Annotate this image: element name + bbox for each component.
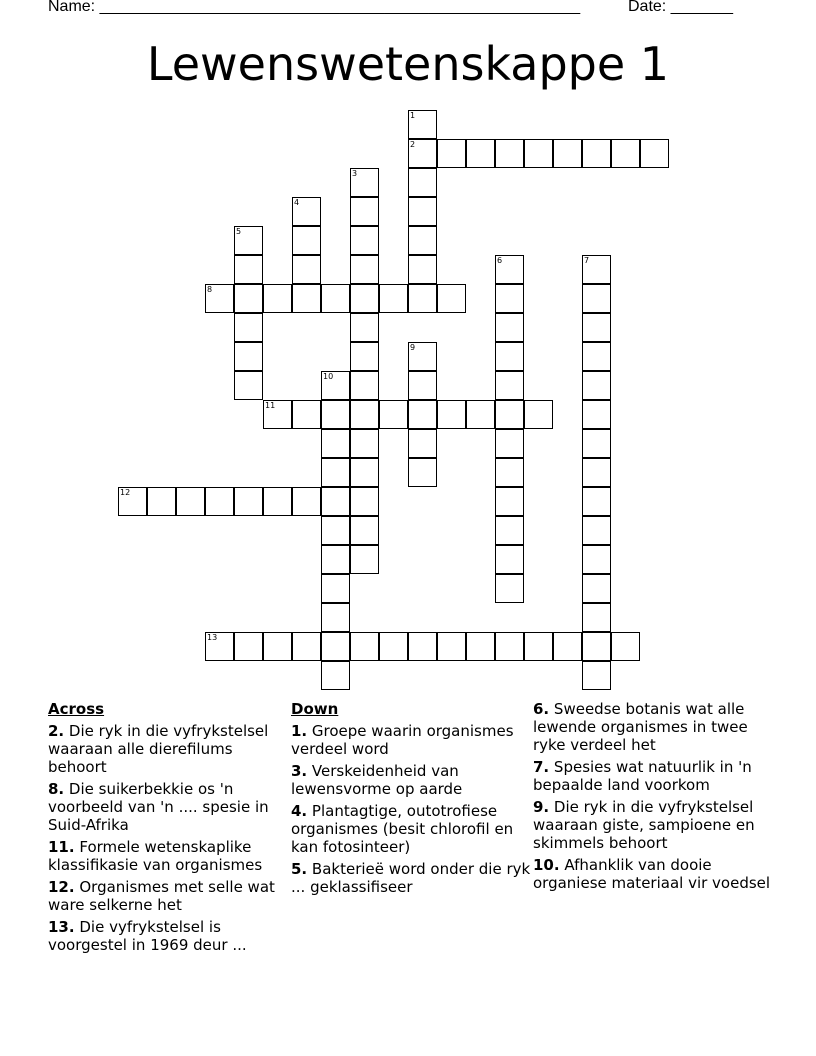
clue-number-label: 4.	[291, 802, 308, 820]
grid-cell[interactable]	[234, 313, 263, 342]
clue-number: 12	[120, 488, 131, 497]
grid-cell[interactable]	[408, 342, 437, 371]
clue-number: 7	[584, 256, 590, 265]
grid-cell[interactable]	[379, 284, 408, 313]
grid-cell[interactable]	[176, 487, 205, 516]
grid-cell[interactable]	[640, 139, 669, 168]
clue-text: Verskeidenheid van lewensvorme op aarde	[291, 762, 463, 798]
grid-cell[interactable]	[408, 197, 437, 226]
clue-number-label: 10.	[533, 856, 560, 874]
grid-cell[interactable]	[292, 632, 321, 661]
grid-cell[interactable]	[582, 603, 611, 632]
clue-number: 4	[294, 198, 300, 207]
clue-number: 9	[410, 343, 416, 352]
grid-cell[interactable]	[234, 632, 263, 661]
grid-cell[interactable]	[582, 139, 611, 168]
across-clue-list	[48, 722, 288, 954]
grid-cell[interactable]	[437, 284, 466, 313]
down-clues-column	[291, 700, 531, 900]
grid-cell[interactable]	[611, 632, 640, 661]
clue-number-label: 11.	[48, 838, 75, 856]
grid-cell[interactable]	[350, 516, 379, 545]
grid-cell[interactable]	[524, 632, 553, 661]
clue-item	[533, 758, 783, 794]
grid-cell[interactable]	[292, 226, 321, 255]
grid-cell[interactable]	[321, 545, 350, 574]
grid-cell[interactable]	[582, 255, 611, 284]
grid-cell[interactable]	[524, 400, 553, 429]
grid-cell[interactable]	[408, 458, 437, 487]
grid-cell[interactable]	[408, 226, 437, 255]
grid-cell[interactable]	[350, 313, 379, 342]
grid-cell[interactable]	[321, 400, 350, 429]
grid-cell[interactable]	[611, 139, 640, 168]
clue-number: 13	[207, 633, 218, 642]
grid-cell[interactable]	[350, 400, 379, 429]
grid-cell[interactable]	[495, 400, 524, 429]
grid-cell[interactable]	[495, 371, 524, 400]
grid-cell[interactable]	[582, 284, 611, 313]
grid-cell[interactable]	[495, 632, 524, 661]
date-field-label: Date: _______	[628, 0, 733, 15]
clue-text: Organismes met selle wat ware selkerne het	[48, 878, 275, 914]
grid-cell[interactable]	[350, 632, 379, 661]
grid-cell[interactable]	[466, 632, 495, 661]
grid-cell[interactable]	[408, 371, 437, 400]
clue-number-label: 9.	[533, 798, 550, 816]
grid-cell[interactable]	[263, 487, 292, 516]
grid-cell[interactable]	[495, 516, 524, 545]
grid-cell[interactable]	[147, 487, 176, 516]
grid-cell[interactable]	[495, 487, 524, 516]
grid-cell[interactable]	[466, 139, 495, 168]
grid-cell[interactable]	[495, 139, 524, 168]
grid-cell[interactable]	[408, 168, 437, 197]
grid-cell[interactable]	[321, 661, 350, 690]
grid-cell[interactable]	[350, 255, 379, 284]
clue-text: Afhanklik van dooie organiese materiaal vir voedsel	[533, 856, 771, 892]
clue-number-label: 8.	[48, 780, 65, 798]
clue-item	[48, 780, 288, 834]
grid-cell[interactable]	[321, 632, 350, 661]
grid-cell[interactable]	[408, 139, 437, 168]
clue-text: Groepe waarin organismes verdeel word	[291, 722, 514, 758]
grid-cell[interactable]	[495, 313, 524, 342]
grid-cell[interactable]	[582, 313, 611, 342]
grid-cell[interactable]	[408, 284, 437, 313]
grid-cell[interactable]	[495, 545, 524, 574]
clue-text: Bakterieë word onder die ryk ... geklassifiseer	[291, 860, 531, 896]
grid-cell[interactable]	[321, 458, 350, 487]
clue-number-label: 12.	[48, 878, 75, 896]
clue-number-label: 2.	[48, 722, 65, 740]
grid-cell[interactable]	[321, 429, 350, 458]
grid-cell[interactable]	[205, 487, 234, 516]
clue-item	[291, 722, 531, 758]
grid-cell[interactable]	[408, 429, 437, 458]
grid-cell[interactable]	[350, 168, 379, 197]
grid-cell[interactable]	[408, 400, 437, 429]
grid-cell[interactable]	[234, 487, 263, 516]
grid-cell[interactable]	[292, 255, 321, 284]
grid-cell[interactable]	[321, 284, 350, 313]
clue-number: 11	[265, 401, 276, 410]
clue-item	[48, 918, 288, 954]
across-clues-column	[48, 700, 288, 958]
down-heading: Down	[291, 700, 339, 718]
clue-number-label: 6.	[533, 700, 550, 718]
name-field-label: Name: ______________________________________________________	[48, 0, 581, 15]
grid-cell[interactable]	[408, 110, 437, 139]
grid-cell[interactable]	[263, 632, 292, 661]
grid-cell[interactable]	[437, 632, 466, 661]
down-clues-continued-column	[533, 700, 783, 896]
grid-cell[interactable]	[263, 284, 292, 313]
grid-cell[interactable]	[234, 284, 263, 313]
grid-cell[interactable]	[524, 139, 553, 168]
clue-text: Formele wetenskaplike klassifikasie van organismes	[48, 838, 263, 874]
grid-cell[interactable]	[292, 197, 321, 226]
grid-cell[interactable]	[408, 632, 437, 661]
clue-number: 6	[497, 256, 503, 265]
grid-cell[interactable]	[582, 371, 611, 400]
grid-cell[interactable]	[292, 284, 321, 313]
clue-item	[48, 722, 288, 776]
grid-cell[interactable]	[553, 139, 582, 168]
grid-cell[interactable]	[321, 603, 350, 632]
clue-item	[533, 798, 783, 852]
grid-cell[interactable]	[437, 400, 466, 429]
clue-number-label: 13.	[48, 918, 75, 936]
grid-cell[interactable]	[582, 458, 611, 487]
clue-item	[291, 762, 531, 798]
grid-cell[interactable]	[495, 255, 524, 284]
clue-text: Sweedse botanis wat alle lewende organismes in twee ryke verdeel het	[533, 700, 748, 754]
clue-item	[48, 838, 288, 874]
grid-cell[interactable]	[205, 284, 234, 313]
grid-cell[interactable]	[582, 545, 611, 574]
clue-number: 2	[410, 140, 416, 149]
clue-text: Spesies wat natuurlik in 'n bepaalde land voorkom	[533, 758, 752, 794]
grid-cell[interactable]	[582, 429, 611, 458]
clue-item	[533, 856, 783, 892]
grid-cell[interactable]	[350, 284, 379, 313]
clue-number: 3	[352, 169, 358, 178]
clue-text: Die suikerbekkie os 'n voorbeeld van 'n .... spesie in Suid-Afrika	[48, 780, 269, 834]
grid-cell[interactable]	[582, 487, 611, 516]
grid-cell[interactable]	[495, 342, 524, 371]
grid-cell[interactable]	[495, 429, 524, 458]
grid-cell[interactable]	[263, 400, 292, 429]
grid-cell[interactable]	[321, 516, 350, 545]
down-clue-list-continued	[533, 700, 783, 892]
clue-text: Plantagtige, outotrofiese organismes (besit chlorofil en kan fotosinteer)	[291, 802, 514, 856]
clue-number: 10	[323, 372, 334, 381]
grid-cell[interactable]	[495, 574, 524, 603]
grid-cell[interactable]	[292, 400, 321, 429]
page-title: Lewenswetenskappe 1	[146, 37, 670, 91]
grid-cell[interactable]	[350, 226, 379, 255]
clue-number-label: 7.	[533, 758, 550, 776]
clue-text: Die ryk in die vyfrykstelsel waaraan alle dierefilums behoort	[48, 722, 269, 776]
grid-cell[interactable]	[321, 574, 350, 603]
grid-cell[interactable]	[437, 139, 466, 168]
grid-cell[interactable]	[408, 255, 437, 284]
grid-cell[interactable]	[466, 400, 495, 429]
grid-cell[interactable]	[234, 342, 263, 371]
grid-cell[interactable]	[582, 632, 611, 661]
grid-cell[interactable]	[118, 487, 147, 516]
grid-cell[interactable]	[321, 371, 350, 400]
clue-number: 1	[410, 111, 416, 120]
grid-cell[interactable]	[582, 516, 611, 545]
grid-cell[interactable]	[350, 371, 379, 400]
grid-cell[interactable]	[350, 545, 379, 574]
clue-number-label: 3.	[291, 762, 308, 780]
clue-item	[48, 878, 288, 914]
grid-cell[interactable]	[234, 226, 263, 255]
clue-number: 5	[236, 227, 242, 236]
grid-cell[interactable]	[379, 632, 408, 661]
grid-cell[interactable]	[582, 661, 611, 690]
grid-cell[interactable]	[292, 487, 321, 516]
grid-cell[interactable]	[350, 458, 379, 487]
clue-text: Die ryk in die vyfrykstelsel waaraan giste, sampioene en skimmels behoort	[533, 798, 755, 852]
clue-item	[533, 700, 783, 754]
clue-text: Die vyfrykstelsel is voorgestel in 1969 deur ...	[48, 918, 247, 954]
down-clue-list	[291, 722, 531, 896]
grid-cell[interactable]	[350, 342, 379, 371]
grid-cell[interactable]	[350, 429, 379, 458]
grid-cell[interactable]	[582, 400, 611, 429]
grid-cell[interactable]	[234, 371, 263, 400]
grid-cell[interactable]	[495, 284, 524, 313]
grid-cell[interactable]	[321, 487, 350, 516]
grid-cell[interactable]	[582, 574, 611, 603]
clue-item	[291, 860, 531, 896]
clue-number: 8	[207, 285, 213, 294]
across-heading: Across	[48, 700, 105, 718]
grid-cell[interactable]	[350, 197, 379, 226]
grid-cell[interactable]	[350, 487, 379, 516]
grid-cell[interactable]	[205, 632, 234, 661]
clue-number-label: 5.	[291, 860, 308, 878]
grid-cell[interactable]	[582, 342, 611, 371]
grid-cell[interactable]	[379, 400, 408, 429]
clue-item	[291, 802, 531, 856]
grid-cell[interactable]	[553, 632, 582, 661]
clue-number-label: 1.	[291, 722, 308, 740]
grid-cell[interactable]	[234, 255, 263, 284]
grid-cell[interactable]	[495, 458, 524, 487]
